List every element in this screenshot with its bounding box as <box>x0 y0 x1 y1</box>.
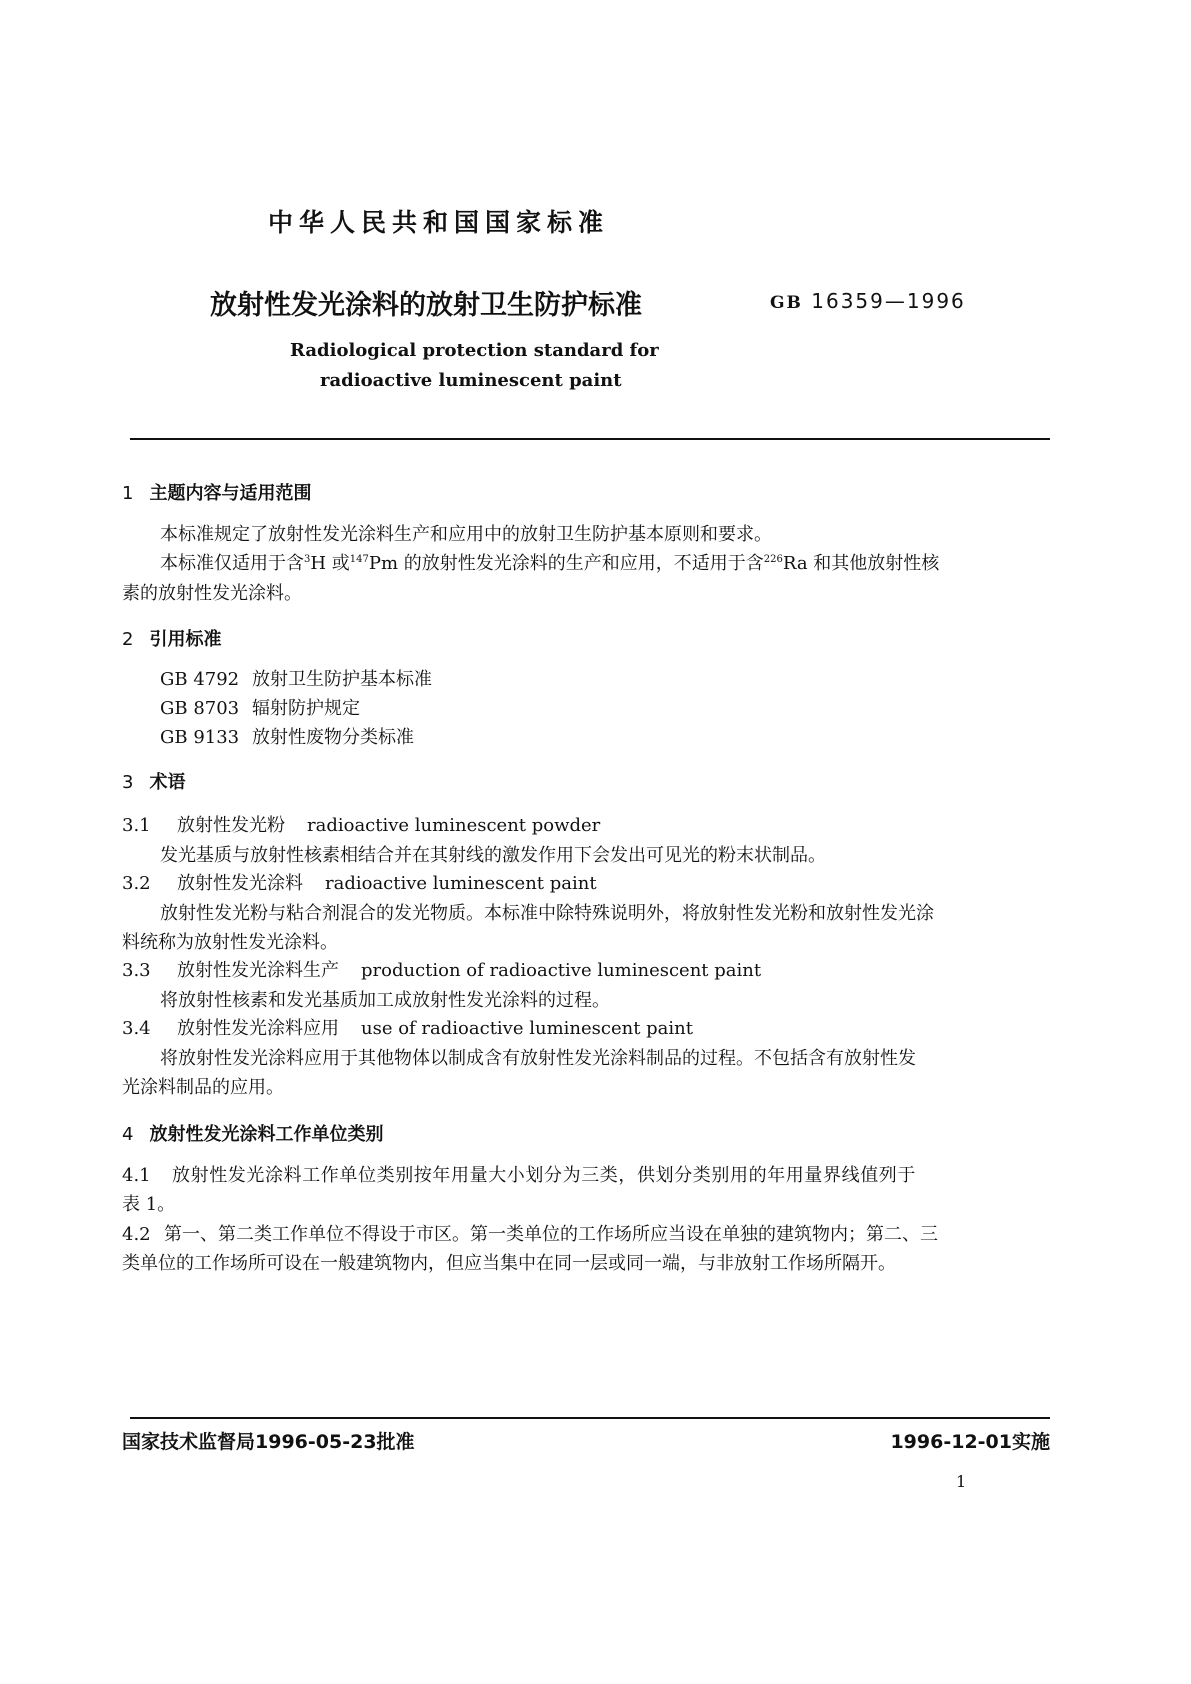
clause-4-2-cont: 类单位的工作场所可设在一般建筑物内，但应当集中在同一层或同一端，与非放射工作场所隔开。 <box>122 1253 896 1274</box>
section-title: 引用标准 <box>149 629 222 650</box>
clause-4-1-cont: 表 1。 <box>122 1194 176 1215</box>
term-number: 3.4 <box>122 1018 151 1039</box>
footer-divider <box>130 1417 1050 1419</box>
section-title: 放射性发光涂料工作单位类别 <box>149 1124 384 1145</box>
term-3-3 <box>122 955 761 986</box>
term-cn: 放射性发光涂料生产 <box>177 960 339 981</box>
approval-date: 国家技术监督局1996-05-23批准 <box>122 1431 415 1453</box>
section-4-heading <box>122 1120 383 1146</box>
s1-paragraph-2-cont: 素的放射性发光涂料。 <box>122 583 302 604</box>
section-2-heading <box>122 625 221 651</box>
reference-name: 放射性废物分类标准 <box>252 727 414 748</box>
term-3-2-definition: 放射性发光粉与粘合剂混合的发光物质。本标准中除特殊说明外，将放射性发光粉和放射性发光涂 <box>160 903 934 924</box>
text-run: Ra 和其他放射性核 <box>782 553 940 574</box>
section-number: 4 <box>122 1124 134 1145</box>
term-en: radioactive luminescent powder <box>307 815 601 836</box>
term-cn: 放射性发光粉 <box>177 815 285 836</box>
reference-row <box>160 693 360 724</box>
text-run: 本标准仅适用于含 <box>160 553 304 574</box>
s1-paragraph-1: 本标准规定了放射性发光涂料生产和应用中的放射卫生防护基本原则和要求。 <box>160 524 772 545</box>
term-number: 3.3 <box>122 960 151 981</box>
superscript: 147 <box>349 554 369 565</box>
title-en-line2: radioactive luminescent paint <box>320 370 622 391</box>
reference-row <box>160 664 432 695</box>
section-number: 2 <box>122 629 134 650</box>
reference-name: 辐射防护规定 <box>252 698 360 719</box>
gb-number: 16359—1996 <box>811 289 966 313</box>
term-3-4-definition-cont: 光涂料制品的应用。 <box>122 1077 284 1098</box>
term-3-4 <box>122 1013 693 1044</box>
term-3-1 <box>122 810 600 841</box>
text-run: H 或 <box>310 553 350 574</box>
clause-text: 放射性发光涂料工作单位类别按年用量大小划分为三类，供划分类别用的年用量界线值列于 <box>172 1165 916 1186</box>
title-cn: 放射性发光涂料的放射卫生防护标准 <box>210 290 642 321</box>
text-run: Pm 的放射性发光涂料的生产和应用，不适用于含 <box>368 553 764 574</box>
term-en: radioactive luminescent paint <box>325 873 597 894</box>
reference-code: GB 4792 <box>160 669 240 690</box>
term-3-3-definition: 将放射性核素和发光基质加工成放射性发光涂料的过程。 <box>160 990 610 1011</box>
gb-prefix: GB <box>770 293 803 313</box>
term-number: 3.2 <box>122 873 151 894</box>
superscript: 226 <box>763 554 783 565</box>
reference-code: GB 8703 <box>160 698 240 719</box>
clause-4-2 <box>122 1219 938 1250</box>
term-number: 3.1 <box>122 815 151 836</box>
s1-paragraph-2 <box>160 548 939 579</box>
section-3-heading <box>122 768 185 794</box>
reference-code: GB 9133 <box>160 727 240 748</box>
term-3-2 <box>122 868 597 899</box>
term-en: production of radioactive luminescent paint <box>361 960 762 981</box>
term-3-4-definition: 将放射性发光涂料应用于其他物体以制成含有放射性发光涂料制品的过程。不包括含有放射性发 <box>160 1048 916 1069</box>
section-number: 1 <box>122 483 134 504</box>
clause-text: 第一、第二类工作单位不得设于市区。第一类单位的工作场所应当设在单独的建筑物内；第二、三 <box>164 1224 938 1245</box>
standard-number <box>770 289 966 313</box>
term-cn: 放射性发光涂料 <box>177 873 303 894</box>
clause-number: 4.2 <box>122 1224 151 1245</box>
national-standard-heading: 中华人民共和国国家标准 <box>268 208 610 237</box>
section-number: 3 <box>122 772 134 793</box>
section-1-heading <box>122 479 311 505</box>
clause-number: 4.1 <box>122 1165 151 1186</box>
implementation-date: 1996-12-01实施 <box>890 1431 1050 1453</box>
section-title: 主题内容与适用范围 <box>149 483 312 504</box>
clause-4-1 <box>122 1160 916 1191</box>
title-en-line1: Radiological protection standard for <box>290 340 659 361</box>
superscript: 3 <box>304 554 311 565</box>
reference-row <box>160 722 414 753</box>
term-en: use of radioactive luminescent paint <box>361 1018 693 1039</box>
term-cn: 放射性发光涂料应用 <box>177 1018 339 1039</box>
term-3-2-definition-cont: 料统称为放射性发光涂料。 <box>122 932 338 953</box>
page-number: 1 <box>956 1472 967 1491</box>
term-3-1-definition: 发光基质与放射性核素相结合并在其射线的激发作用下会发出可见光的粉末状制品。 <box>160 845 826 866</box>
reference-name: 放射卫生防护基本标准 <box>252 669 432 690</box>
section-title: 术语 <box>149 772 186 793</box>
header-divider <box>130 438 1050 440</box>
